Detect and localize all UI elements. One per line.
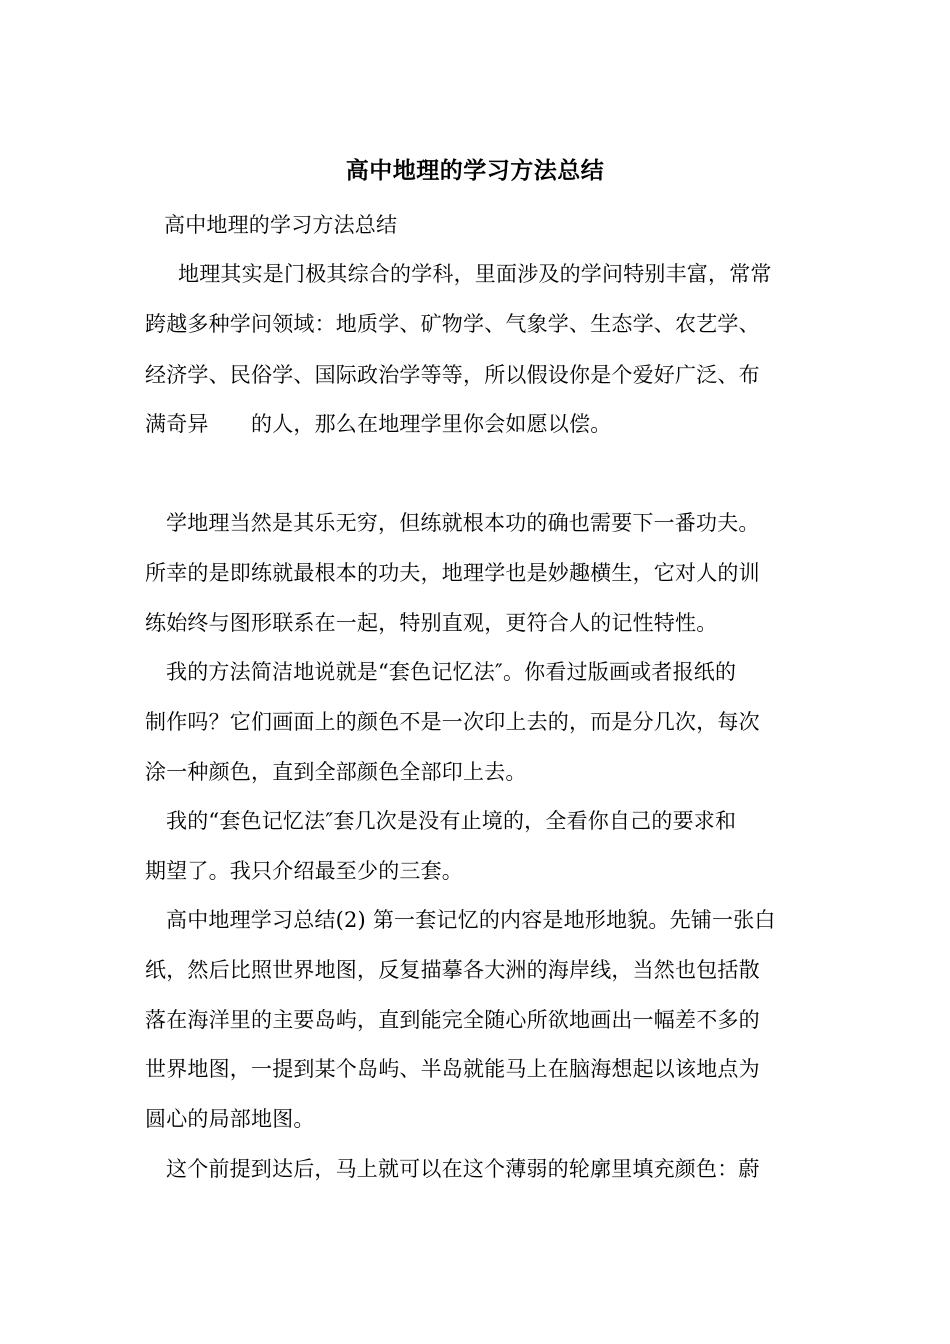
- document-subtitle: 高中地理的学习方法总结: [164, 213, 398, 237]
- paragraph-line: 经济学、民俗学、国际政治学等等，所以假设你是个爱好广泛、布: [145, 363, 760, 387]
- paragraph-line: 制作吗？它们画面上的颜色不是一次印上去的，而是分几次，每次: [145, 710, 760, 734]
- paragraph-line: 地理其实是门极其综合的学科，里面涉及的学问特别丰富，常常: [178, 262, 772, 286]
- paragraph-line: 我的方法简洁地说就是“套色记忆法″。你看过版画或者报纸的: [166, 660, 737, 684]
- paragraph-line: 高中地理学习总结(2) 第一套记忆的内容是地形地貌。先铺一张白: [166, 908, 776, 932]
- paragraph-line: 我的“套色记忆法″套几次是没有止境的，全看你自己的要求和: [166, 809, 737, 833]
- paragraph-line: 所幸的是即练就最根本的功夫，地理学也是妙趣横生，它对人的训: [145, 561, 760, 585]
- paragraph-line: 圆心的局部地图。: [145, 1107, 315, 1131]
- paragraph-line: 跨越多种学问领域：地质学、矿物学、气象学、生态学、农艺学、: [145, 312, 760, 336]
- paragraph-line: 期望了。我只介绍最至少的三套。: [145, 859, 463, 883]
- paragraph-line: 涂一种颜色，直到全部颜色全部印上去。: [145, 760, 527, 784]
- paragraph-line: 纸，然后比照世界地图，反复描摹各大洲的海岸线，当然也包括散: [145, 958, 760, 982]
- document-title: 高中地理的学习方法总结: [345, 157, 605, 184]
- paragraph-line: 满奇异 的人，那么在地理学里你会如愿以偿。: [145, 412, 612, 436]
- paragraph-line: 落在海洋里的主要岛屿，直到能完全随心所欲地画出一幅差不多的: [145, 1008, 760, 1032]
- paragraph-line: 练始终与图形联系在一起，特别直观，更符合人的记性特性。: [145, 611, 718, 635]
- paragraph-line: 这个前提到达后，马上就可以在这个薄弱的轮廓里填充颜色：蔚: [166, 1157, 760, 1181]
- paragraph-line: 世界地图，一提到某个岛屿、半岛就能马上在脑海想起以该地点为: [145, 1057, 760, 1081]
- paragraph-line: 学地理当然是其乐无穷，但练就根本功的确也需要下一番功夫。: [166, 511, 760, 535]
